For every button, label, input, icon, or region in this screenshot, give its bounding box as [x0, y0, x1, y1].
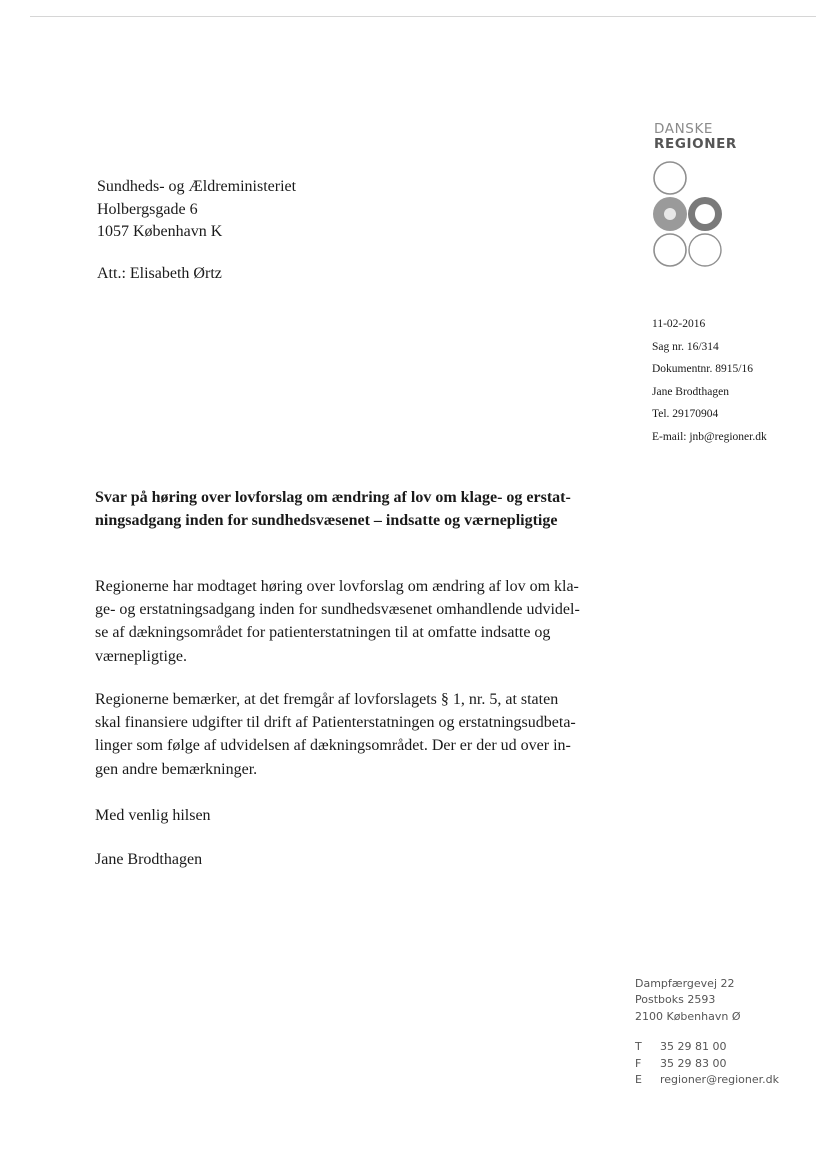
meta-date: 11-02-2016 — [652, 318, 706, 330]
paragraph-line: se af dækningsområdet for patienterstatningen til at omfatte indsatte og — [95, 624, 551, 642]
paragraph-line: linger som følge af udvidelsen af dækningsområdet. Der er der ud over in- — [95, 737, 571, 755]
footer-phone-label: T — [635, 1040, 642, 1054]
paragraph-line: skal finansiere udgifter til drift af Patienterstatningen og erstatningsudbeta- — [95, 714, 576, 732]
subject-line-2: ningsadgang inden for sundhedsvæsenet – indsatte og værnepligtige — [95, 511, 558, 529]
danske-regioner-logo-icon — [650, 158, 730, 270]
meta-person: Jane Brodthagen — [652, 385, 729, 398]
footer-contact — [635, 976, 779, 1088]
logo-line-1: DANSKE — [654, 121, 714, 137]
document-meta — [652, 313, 767, 449]
logo-line-2: REGIONER — [654, 136, 737, 152]
footer-street: Dampfærgevej 22 — [635, 977, 735, 990]
body-paragraph-2 — [95, 688, 605, 781]
signature-name: Jane Brodthagen — [95, 851, 203, 868]
footer-fax — [635, 1056, 779, 1072]
recipient-address — [97, 176, 296, 244]
recipient-name: Sundheds- og Ældreministeriet — [97, 178, 297, 195]
footer-pobox: Postboks 2593 — [635, 993, 716, 1007]
recipient-street: Holbergsgade 6 — [97, 200, 198, 218]
paragraph-line: værnepligtige. — [95, 647, 187, 665]
logo-wordmark — [654, 122, 737, 152]
footer-phone — [635, 1039, 779, 1055]
footer-phone-value: 35 29 81 00 — [660, 1040, 727, 1054]
paragraph-line: ge- og erstatningsadgang inden for sundhedsvæsenet omhandlende udvidel- — [95, 601, 580, 619]
meta-document-number: Dokumentnr. 8915/16 — [652, 363, 753, 376]
footer-fax-label: F — [635, 1056, 642, 1070]
paragraph-line: gen andre bemærkninger. — [95, 760, 258, 778]
footer-city: 2100 København Ø — [635, 1009, 741, 1023]
paragraph-line: Regionerne har modtaget høring over lovforslag om ændring af lov om kla- — [95, 578, 579, 595]
recipient-city: 1057 København K — [97, 223, 223, 240]
meta-phone: Tel. 29170904 — [652, 408, 719, 421]
footer-email — [635, 1072, 779, 1088]
footer-email-value: regioner@regioner.dk — [660, 1073, 779, 1087]
attention-line: Att.: Elisabeth Ørtz — [97, 265, 222, 282]
body-paragraph-1 — [95, 575, 605, 668]
subject-line-1: Svar på høring over lovforslag om ændring af lov om klage- og erstat- — [95, 489, 571, 506]
footer-fax-value: 35 29 83 00 — [660, 1056, 727, 1070]
meta-email: E-mail: jnb@regioner.dk — [652, 430, 767, 443]
meta-case-number: Sag nr. 16/314 — [652, 340, 719, 353]
letter-subject — [95, 487, 605, 532]
top-rule — [30, 16, 816, 17]
paragraph-line: Regionerne bemærker, at det fremgår af lovforslagets § 1, nr. 5, at staten — [95, 691, 559, 708]
closing-greeting: Med venlig hilsen — [95, 807, 211, 824]
footer-email-label: E — [635, 1073, 642, 1087]
